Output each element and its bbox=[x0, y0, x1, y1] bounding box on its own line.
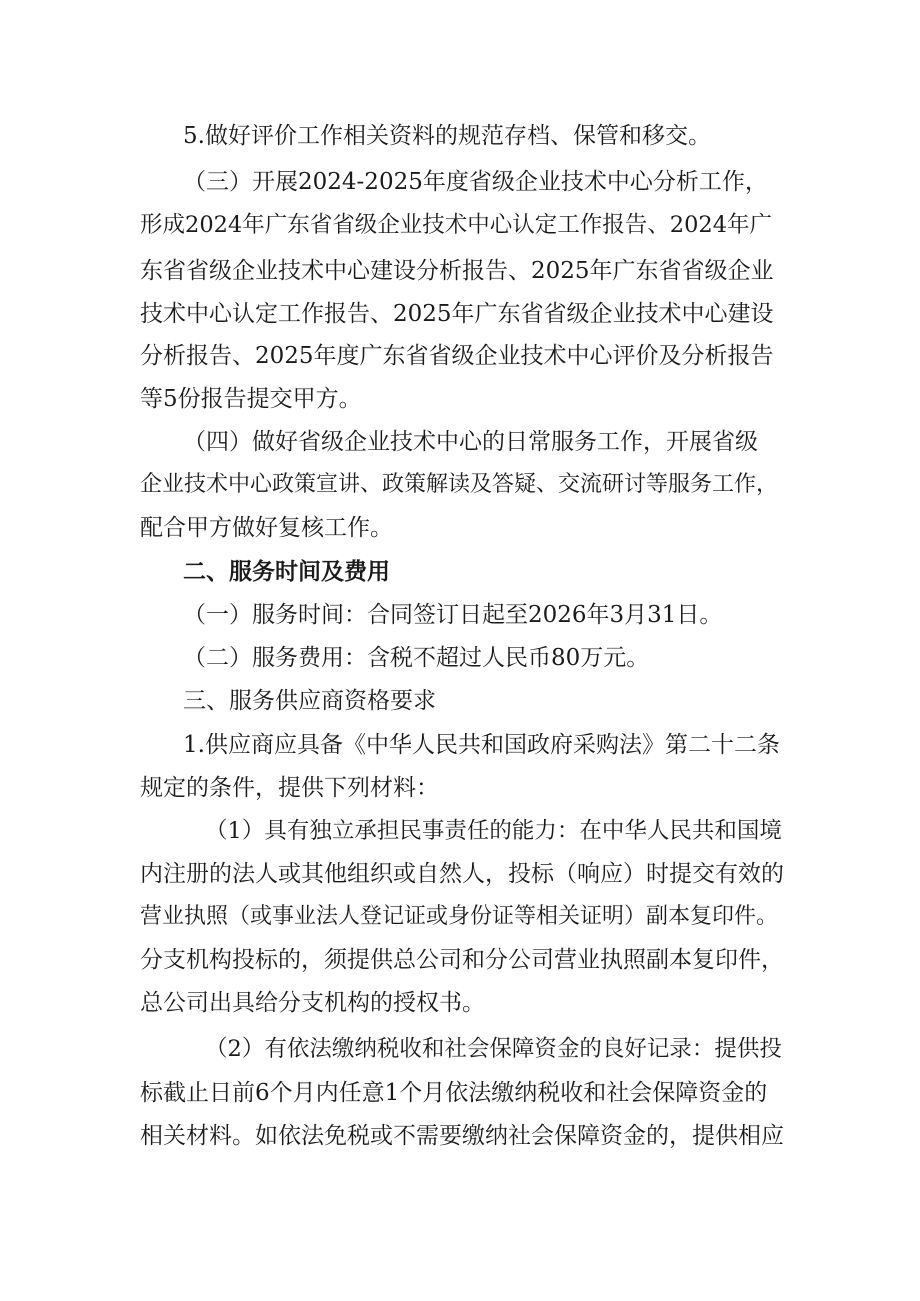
section-4-heading: （四）做好省级企业技术中心的日常服务工作，开展省级 bbox=[183, 429, 758, 455]
service-fee-line: （二）服务费用：含税不超过人民币80万元。 bbox=[183, 645, 650, 671]
body-line: 总公司出具给分支机构的授权书。 bbox=[140, 990, 485, 1016]
body-line: 1.供应商应具备《中华人民共和国政府采购法》第二十二条 bbox=[183, 732, 780, 758]
line-item-5: 5.做好评价工作相关资料的规范存档、保管和移交。 bbox=[183, 123, 711, 149]
body-line: 配合甲方做好复核工作。 bbox=[140, 515, 393, 541]
body-line: （1）具有独立承担民事责任的能力：在中华人民共和国境 bbox=[205, 818, 782, 844]
body-line: 分支机构投标的，须提供总公司和分公司营业执照副本复印件， bbox=[140, 947, 784, 973]
body-line: 营业执照（或事业法人登记证或身份证等相关证明）副本复印件。 bbox=[140, 904, 779, 929]
body-line: 相关材料。如依法免税或不需要缴纳社会保障资金的，提供相应 bbox=[140, 1123, 784, 1149]
body-line: 等5份报告提交甲方。 bbox=[140, 386, 362, 412]
section-3-heading: （三）开展2024-2025年度省级企业技术中心分析工作， bbox=[183, 169, 768, 195]
body-line: 技术中心认定工作报告、2025年广东省省级企业技术中心建设 bbox=[140, 301, 774, 327]
body-line: 标截止日前6个月内任意1个月依法缴纳税收和社会保障资金的 bbox=[140, 1080, 768, 1106]
body-line: 规定的条件，提供下列材料： bbox=[140, 775, 439, 801]
body-line: 分析报告、2025年度广东省省级企业技术中心评价及分析报告 bbox=[140, 343, 774, 369]
service-time-line: （一）服务时间：合同签订日起至2026年3月31日。 bbox=[183, 602, 723, 628]
body-line: 内注册的法人或其他组织或自然人，投标（响应）时提交有效的 bbox=[140, 861, 784, 887]
section-title-qualification: 三、服务供应商资格要求 bbox=[183, 688, 436, 714]
body-line: 形成2024年广东省省级企业技术中心认定工作报告、2024年广 bbox=[140, 212, 773, 238]
body-line: 东省省级企业技术中心建设分析报告、2025年广东省省级企业 bbox=[140, 258, 774, 284]
body-line: 企业技术中心政策宣讲、政策解读及答疑、交流研讨等服务工作， bbox=[140, 472, 779, 497]
section-title-service-time: 二、服务时间及费用 bbox=[183, 559, 390, 585]
body-line: （2）有依法缴纳税收和社会保障资金的良好记录：提供投 bbox=[205, 1036, 782, 1062]
